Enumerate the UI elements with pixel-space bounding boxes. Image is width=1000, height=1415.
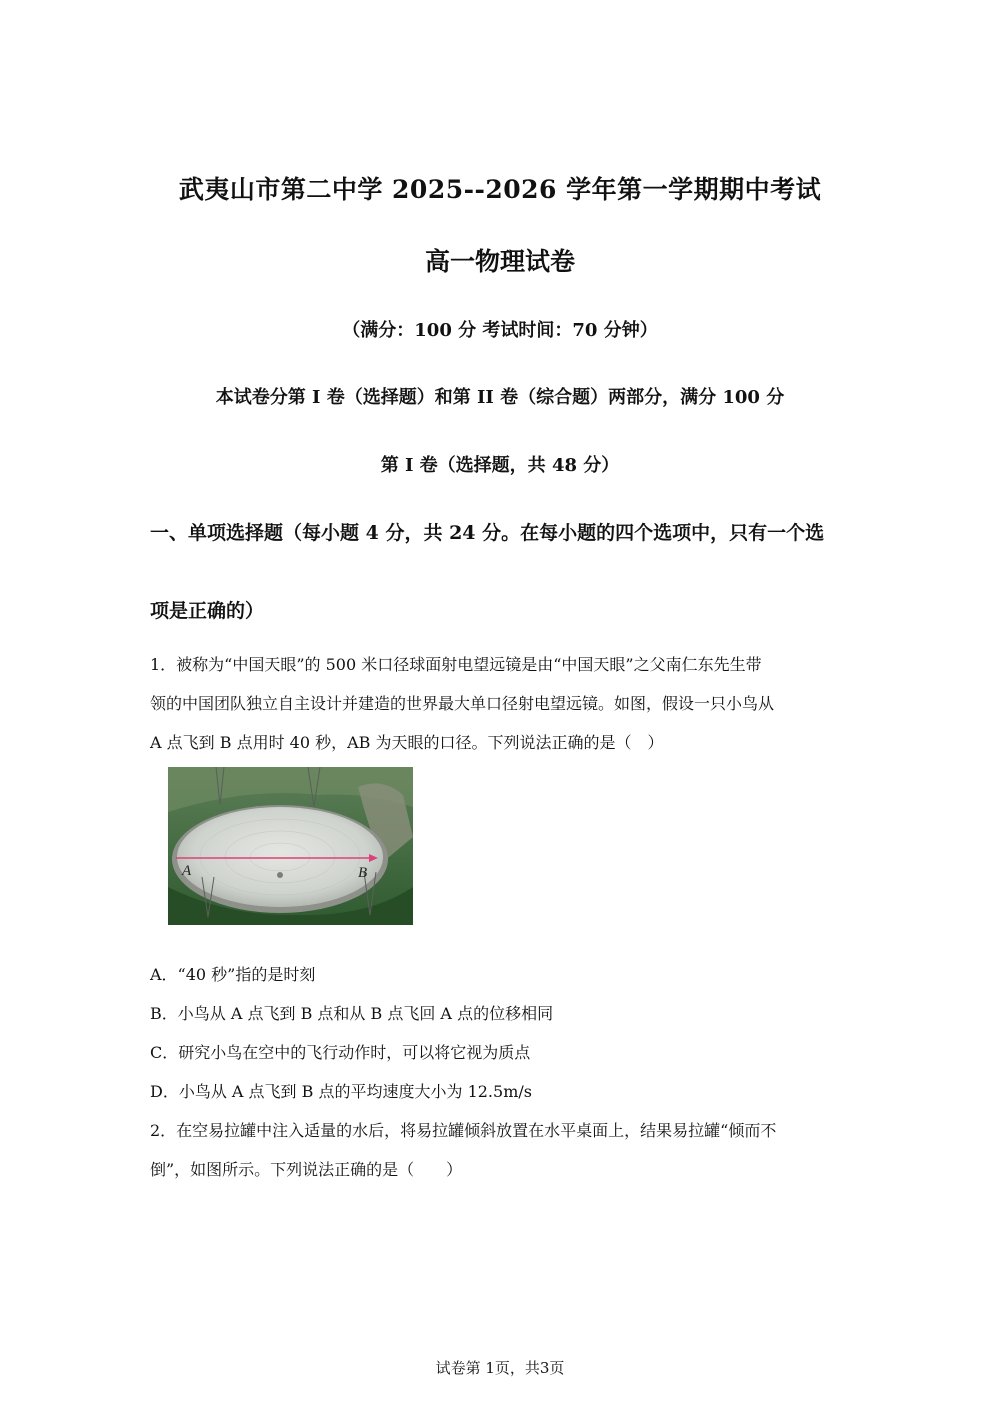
question1-option-d: D．小鸟从 A 点飞到 B 点的平均速度大小为 12.5m/s — [150, 1082, 532, 1101]
point-a-label: A — [182, 863, 192, 879]
score-time-info: （满分：100 分 考试时间：70 分钟） — [342, 320, 658, 341]
question1-text-line1: 1．被称为“中国天眼”的 500 米口径球面射电望远镜是由“中国天眼”之父南仁东先生带 — [150, 655, 762, 674]
question1-option-c: C．研究小鸟在空中的飞行动作时，可以将它视为质点 — [150, 1043, 531, 1062]
section-heading-line2: 项是正确的） — [150, 600, 265, 622]
question1-text-line3: A 点飞到 B 点用时 40 秒，AB 为天眼的口径。下列说法正确的是（ ） — [150, 733, 664, 752]
question2-text-line1: 2．在空易拉罐中注入适量的水后，将易拉罐倾斜放置在水平桌面上，结果易拉罐“倾而不 — [150, 1121, 777, 1140]
dish-surface — [177, 807, 383, 907]
section-heading-line1: 一、单项选择题（每小题 4 分，共 24 分。在每小题的四个选项中，只有一个选 — [150, 522, 825, 544]
question1-option-b: B．小鸟从 A 点飞到 B 点和从 B 点飞回 A 点的位移相同 — [150, 1004, 554, 1023]
volume-heading: 第 I 卷（选择题，共 48 分） — [380, 455, 620, 476]
page-footer: 试卷第 1页，共3页 — [435, 1359, 565, 1377]
question2-text-line2: 倒”，如图所示。下列说法正确的是（ ） — [150, 1160, 463, 1179]
question1-option-a: A．“40 秒”指的是时刻 — [150, 965, 316, 984]
fast-telescope-figure — [168, 767, 413, 925]
exam-subtitle: 高一物理试卷 — [424, 247, 575, 276]
paper-structure-info: 本试卷分第 I 卷（选择题）和第 II 卷（综合题）两部分，满分 100 分 — [215, 387, 785, 408]
question1-text-line2: 领的中国团队独立自主设计并建造的世界最大单口径射电望远镜。如图，假设一只小鸟从 — [150, 694, 775, 713]
point-b-label: B — [358, 865, 368, 881]
exam-title: 武夷山市第二中学 2025--2026 学年第一学期期中考试 — [178, 175, 822, 204]
